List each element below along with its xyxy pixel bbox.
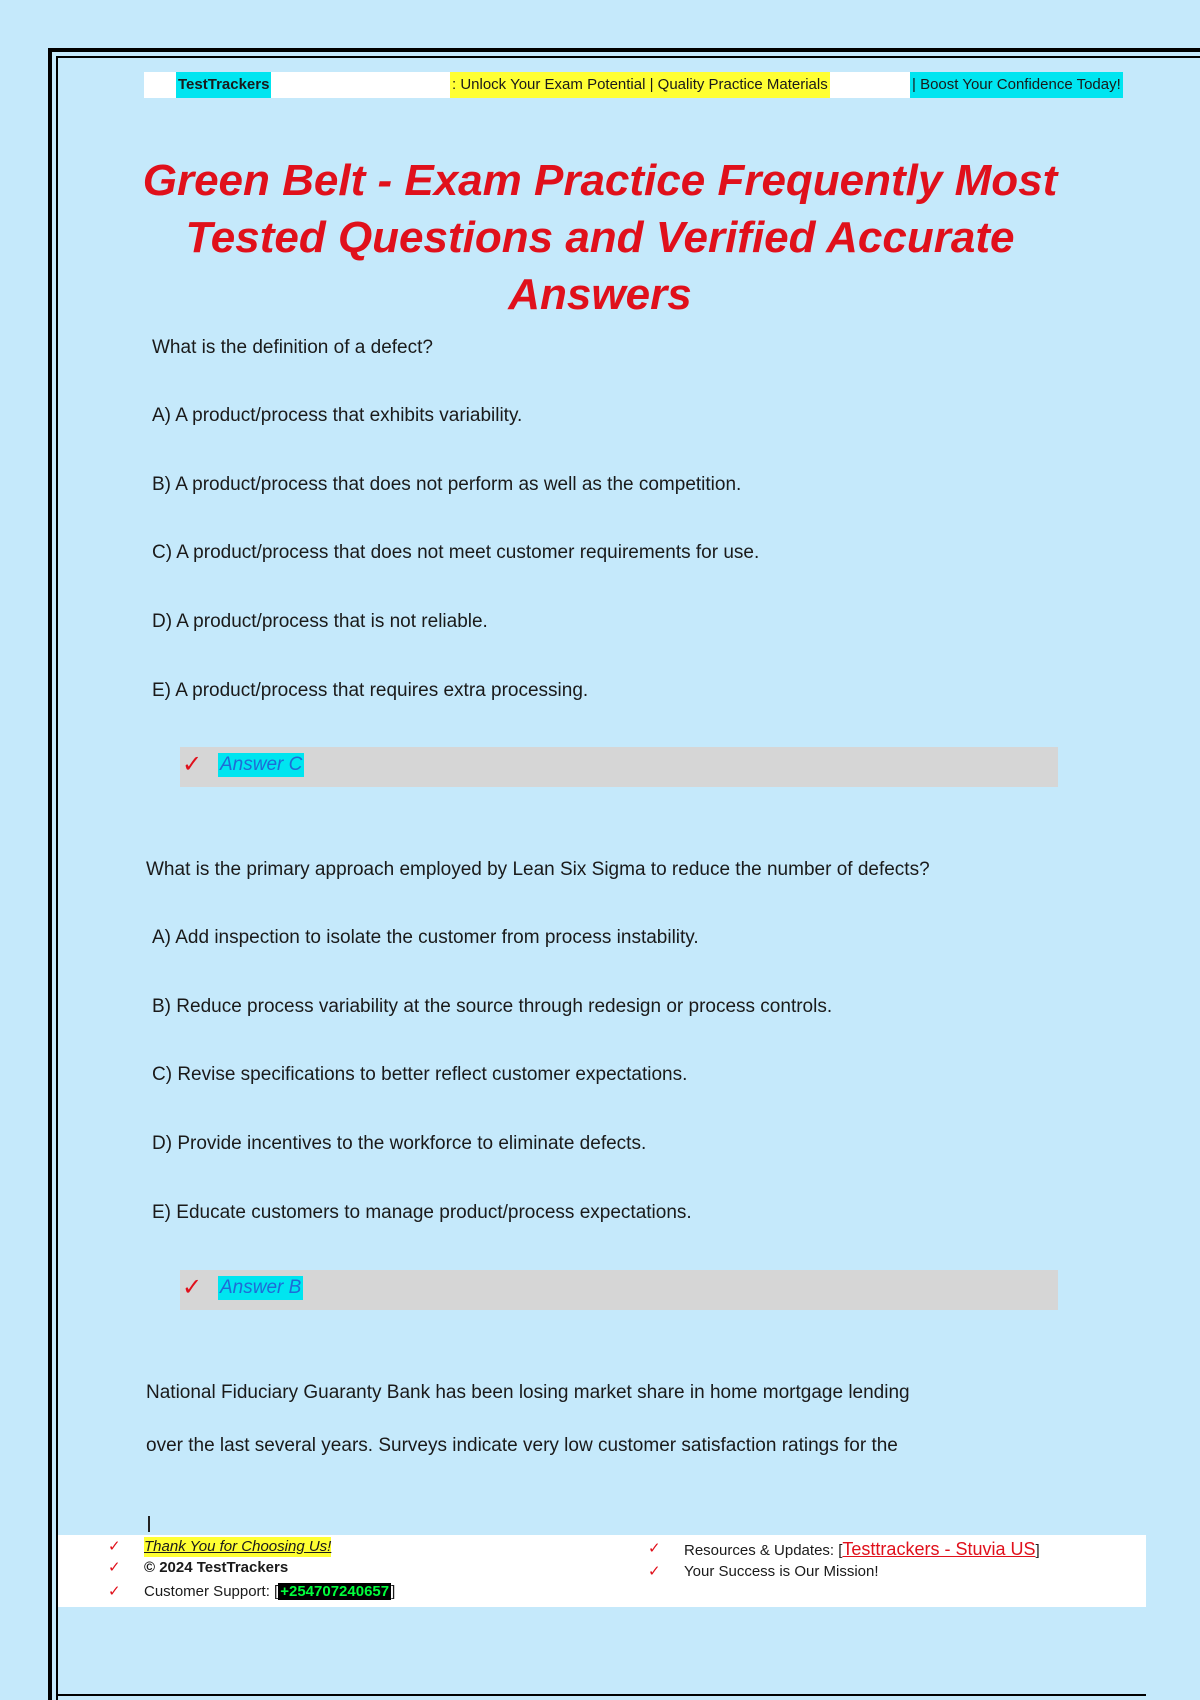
question-1-option-e: E) A product/process that requires extra processing. (152, 680, 589, 701)
question-1-option-c: C) A product/process that does not meet customer requirements for use. (152, 542, 760, 563)
page-footer (58, 1535, 1146, 1607)
question-1-option-b: B) A product/process that does not perform as well as the competition. (152, 474, 742, 495)
footer-support (144, 1582, 395, 1602)
footer-resources-close: ] (1035, 1542, 1040, 1559)
question-2-text: What is the primary approach employed by Lean Six Sigma to reduce the number of defects? (146, 859, 930, 880)
question-1-option-d: D) A product/process that is not reliable. (152, 611, 488, 632)
question-3-text-line-1: National Fiduciary Guaranty Bank has been losing market share in home mortgage lending (146, 1382, 910, 1403)
check-icon: ✓ (182, 1274, 203, 1301)
question-2-answer-bar (180, 1270, 1058, 1310)
page-title: Green Belt - Exam Practice Frequently Most Tested Questions and Verified Accurate Answers (142, 156, 1058, 319)
footer-resources-label: Resources & Updates: [ (684, 1542, 843, 1559)
question-2-option-c: C) Revise specifications to better reflect customer expectations. (152, 1064, 688, 1085)
banner-tagline-confidence: | Boost Your Confidence Today! (910, 72, 1123, 98)
check-icon: ✓ (108, 1583, 121, 1600)
header-banner (144, 72, 1121, 98)
resources-link[interactable]: Testtrackers - Stuvia US (842, 1539, 1036, 1559)
question-2-option-e: E) Educate customers to manage product/process expectations. (152, 1202, 692, 1223)
check-icon: ✓ (648, 1563, 661, 1580)
page-border-bottom (56, 1694, 1146, 1696)
banner-brand: TestTrackers (176, 72, 271, 98)
banner-tagline: : Unlock Your Exam Potential | Quality Practice Materials (450, 72, 830, 98)
question-3-text-line-2: over the last several years. Surveys indicate very low customer satisfaction ratings for the (146, 1435, 898, 1456)
question-1-answer-bar (180, 747, 1058, 787)
footer-support-label: Customer Support: [ (144, 1583, 279, 1600)
check-icon: ✓ (648, 1540, 661, 1557)
footer-copyright: © 2024 TestTrackers (144, 1559, 289, 1576)
question-2-answer: Answer B (220, 1277, 302, 1298)
question-2-option-d: D) Provide incentives to the workforce to eliminate defects. (152, 1133, 647, 1154)
text-cursor (148, 1516, 150, 1532)
question-1-answer: Answer C (220, 754, 303, 775)
question-1-text: What is the definition of a defect? (152, 337, 433, 358)
support-phone[interactable]: +254707240657 (280, 1583, 390, 1600)
question-1-option-a: A) A product/process that exhibits variability. (152, 405, 523, 426)
footer-resources (684, 1539, 1040, 1561)
footer-mission: Your Success is Our Mission! (684, 1563, 879, 1580)
check-icon: ✓ (182, 751, 203, 778)
check-icon: ✓ (108, 1538, 121, 1555)
check-icon: ✓ (108, 1559, 121, 1576)
footer-thanks: Thank You for Choosing Us! (144, 1538, 332, 1555)
footer-support-close: ] (391, 1583, 396, 1600)
question-2-option-b: B) Reduce process variability at the source through redesign or process controls. (152, 996, 833, 1017)
question-2-option-a: A) Add inspection to isolate the customer from process instability. (152, 927, 699, 948)
